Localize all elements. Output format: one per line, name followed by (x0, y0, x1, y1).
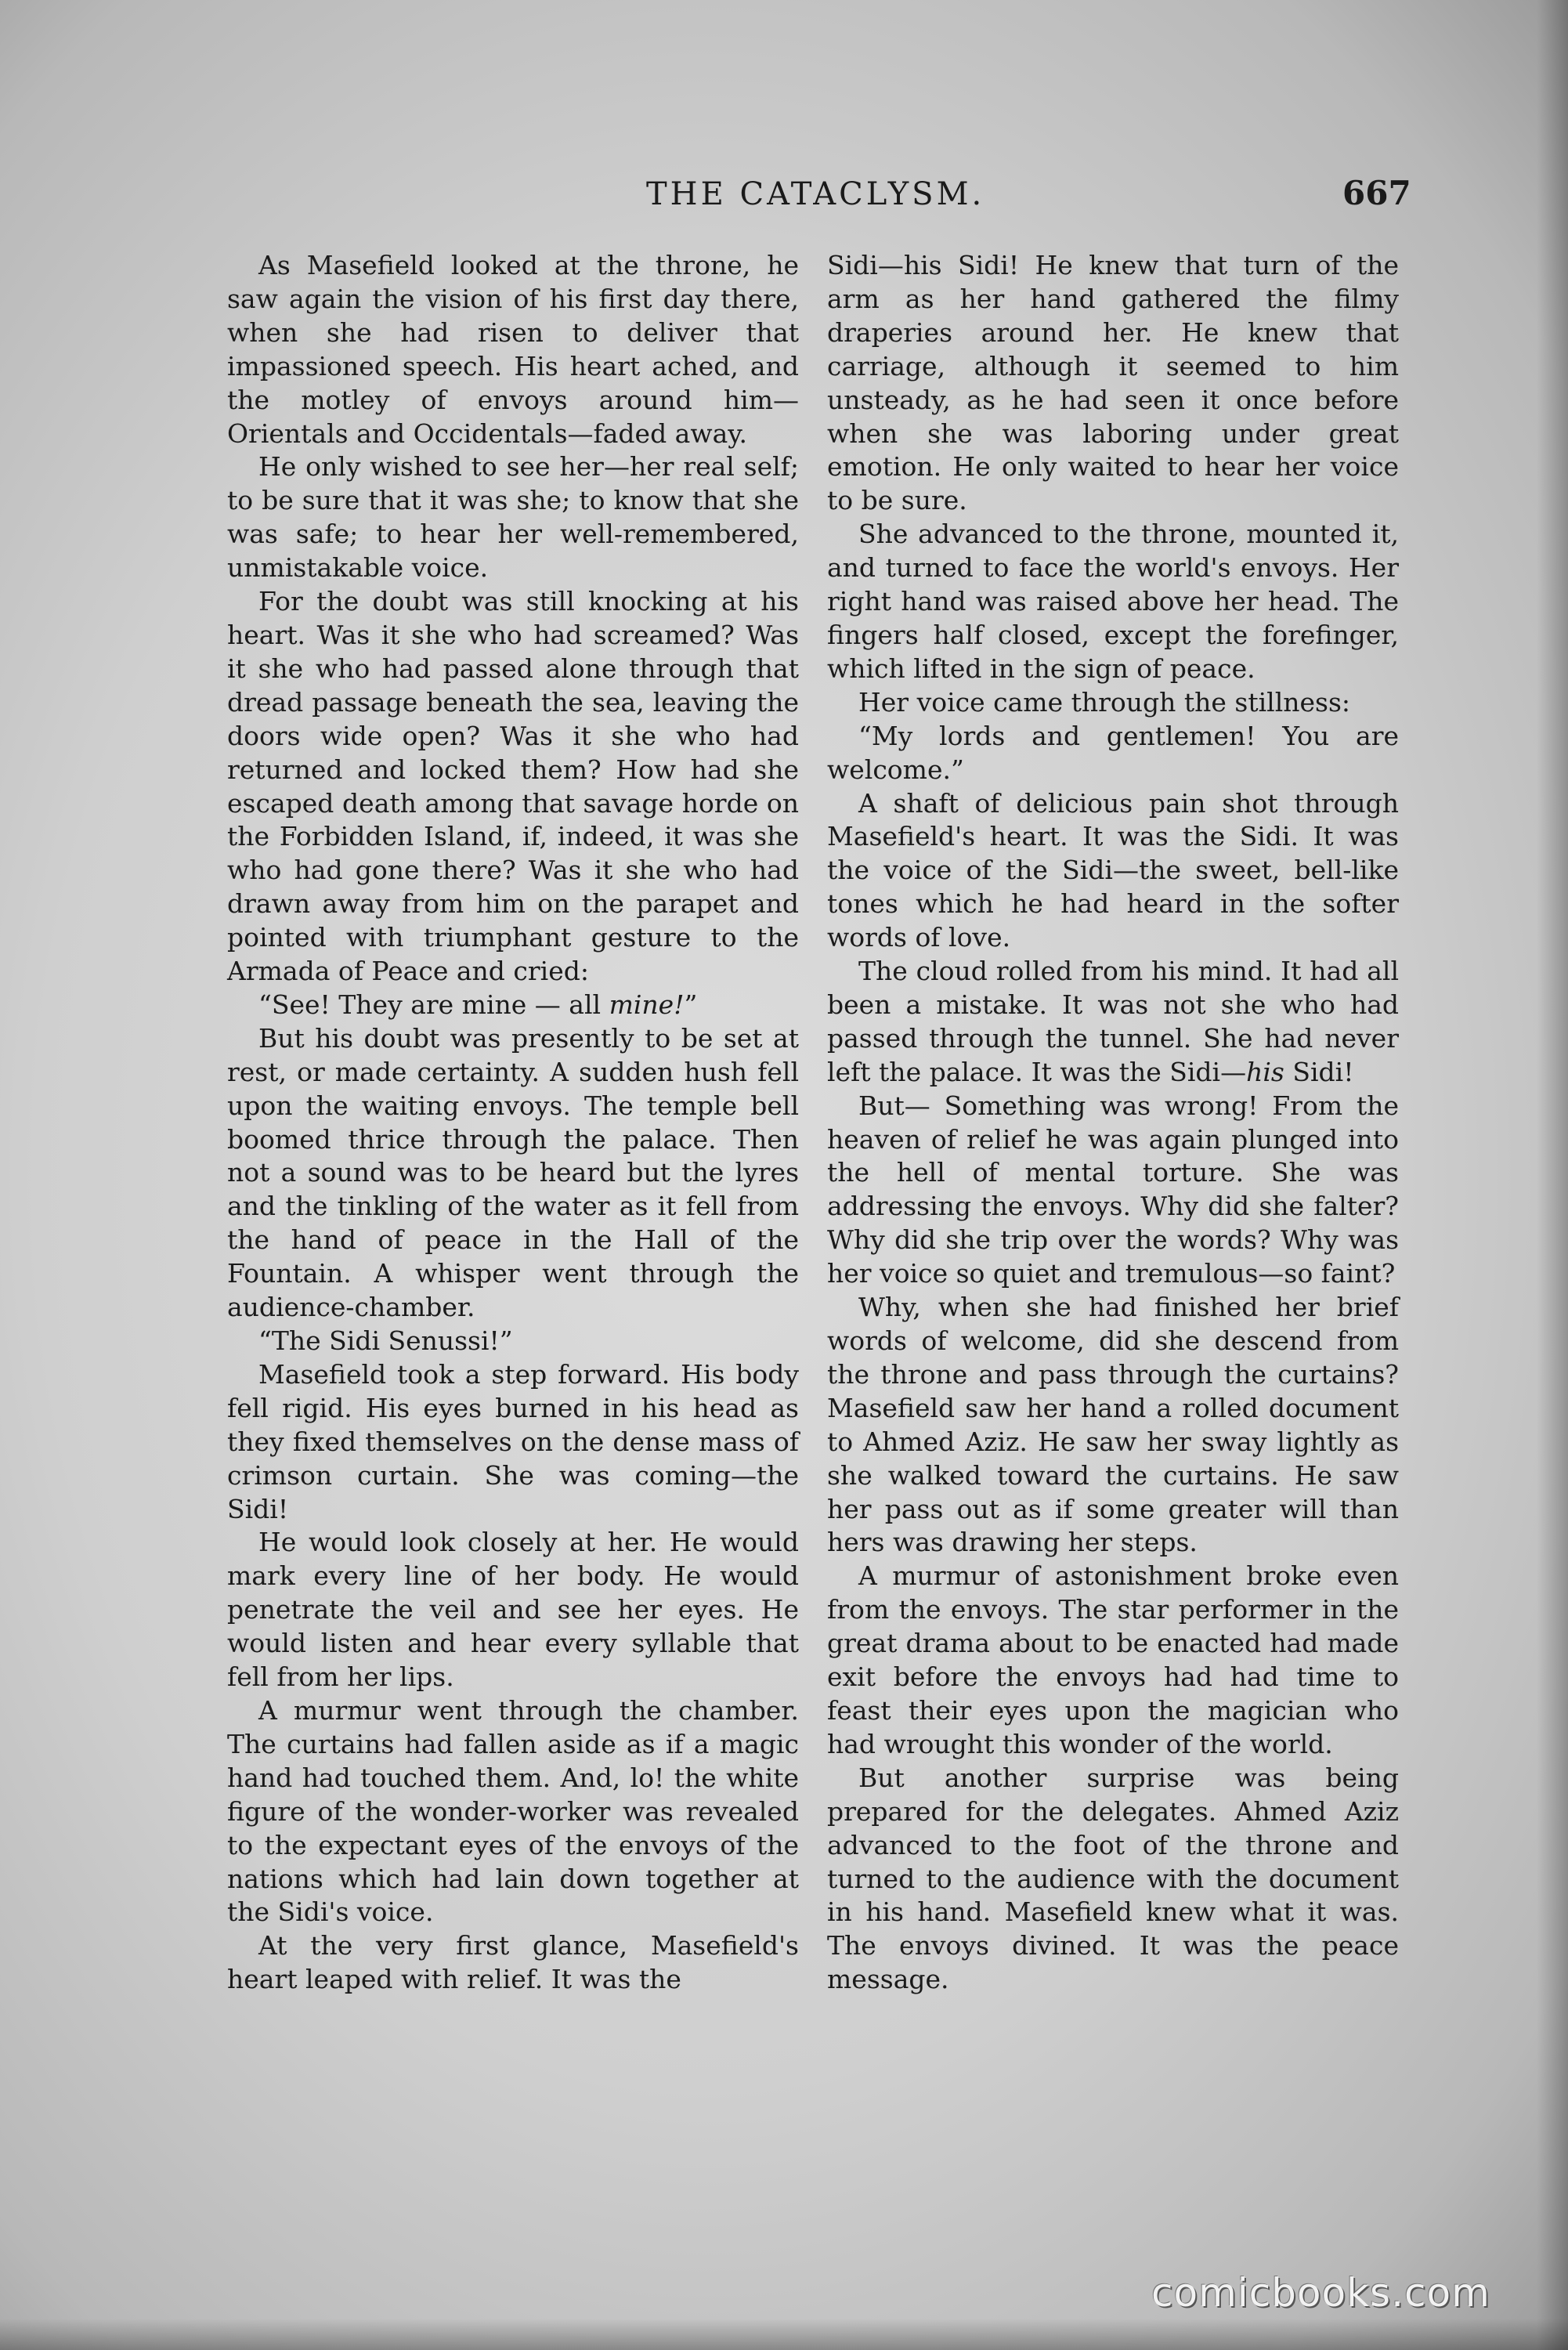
paragraph-text: But his doubt was presently to be set at rest, or made certainty. A sudden hush fell upon the waiting envoys. The temple bell boomed thrice through the palace. Then not a sound was to be heard but the lyres and the tinkling of the water as it fell from the hand of peace in the Hall of the Fountain. A whisper went through the audience-chamber. (227, 1022, 799, 1323)
paragraph-text: “See! They are mine — all (258, 989, 609, 1020)
left-column (227, 249, 799, 1997)
right-column (827, 249, 1399, 1997)
page-edge-shadow-right (1537, 0, 1568, 2350)
paragraph-text: “My lords and gentlemen! You are welcome.” (827, 720, 1399, 785)
paragraph (827, 1560, 1399, 1761)
paragraph-text: For the doubt was still knocking at his heart. Was it she who had screamed? Was it she who had passed alone through that dread passage beneath the sea, leaving the doors wide open? Was it she who had returned and locked them? How had she escaped death among that savage horde on the Forbidden Island, if, indeed, it was she who had gone there? Was it she who had drawn away from him on the parapet and pointed with triumphant gesture to the Armada of Peace and cried: (227, 586, 799, 987)
paragraph (827, 518, 1399, 686)
paragraph (227, 1325, 799, 1358)
paragraph (827, 1090, 1399, 1291)
paragraph-text: A murmur of astonishment broke even from the envoys. The star performer in the great drama about to be enacted had made exit before the envoys had had time to feast their eyes upon the magician who had wrought this wonder of the world. (827, 1560, 1399, 1759)
paragraph (227, 1526, 799, 1694)
paragraph (827, 686, 1399, 720)
paragraph-text: A shaft of delicious pain shot through Masefield's heart. It was the Sidi. It was the voice of the Sidi—the sweet, bell-like tones which he had heard in the softer words of love. (827, 787, 1399, 953)
emphasized-text: his (1246, 1056, 1284, 1087)
paragraph-text: Masefield took a step forward. His body fell rigid. His eyes burned in his head as they fixed themselves on the dense mass of crimson curtain. She was coming—the Sidi! (227, 1358, 799, 1524)
paragraph-text: A murmur went through the chamber. The curtains had fallen aside as if a magic hand had touched them. And, lo! the white figure of the wonder-worker was revealed to the expectant eyes of the envoys of the nations which had lain down together at the Sidi's voice. (227, 1694, 799, 1928)
paragraph (827, 249, 1399, 518)
paragraph (227, 1358, 799, 1527)
paragraph (227, 1694, 799, 1929)
paragraph (227, 989, 799, 1022)
paragraph (827, 720, 1399, 787)
paragraph (827, 955, 1399, 1090)
paragraph-text: Her voice came through the stillness: (858, 686, 1351, 718)
paragraph-text: But another surprise was being prepared for the delegates. Ahmed Aziz advanced to the foot of the throne and turned to the audience with the document in his hand. Masefield knew what it was. The envoys divined. It was the peace message. (827, 1762, 1399, 1995)
watermark-logo: comicbooks.com (1151, 2270, 1490, 2316)
paragraph-text: As Masefield looked at the throne, he saw again the vision of his first day there, when she had risen to deliver that impassioned speech. His heart ached, and the motley of envoys around him—Orientals and Occidentals—faded away. (227, 250, 799, 449)
paragraph-text: Sidi—his Sidi! He knew that turn of the arm as her hand gathered the filmy draperies around her. He knew that carriage, although it seemed to him unsteady, as he had seen it once before when she was laboring under great emotion. He only waited to hear her voice to be sure. (827, 250, 1399, 516)
paragraph-text: But— Something was wrong! From the heaven of relief he was again plunged into the hell of mental torture. She was addressing the envoys. Why did she falter? Why did she trip over the words? Why was her voice so quiet and tremulous—so faint? (827, 1090, 1399, 1289)
running-head: THE CATACLYSM. (646, 176, 985, 212)
paragraph-text-tail: ” (684, 989, 698, 1020)
paragraph (227, 450, 799, 585)
paragraph-text: He would look closely at her. He would mark every line of her body. He would penetrate the veil and see her eyes. He would listen and hear every syllable that fell from her lips. (227, 1527, 799, 1693)
paragraph-text: Why, when she had finished her brief words of welcome, did she descend from the throne and pass through the curtains? Masefield saw her hand a rolled document to Ahmed Aziz. He saw her sway lightly as she walked toward the curtains. He saw her pass out as if some greater will than hers was drawing her steps. (827, 1292, 1399, 1558)
paragraph-text: At the very first glance, Masefield's heart leaped with relief. It was the (227, 1930, 799, 1995)
paragraph (827, 1291, 1399, 1560)
paragraph-text: He only wished to see her—her real self; to be sure that it was she; to know that she was safe; to hear her well-remembered, unmistakable voice. (227, 451, 799, 584)
paragraph (227, 585, 799, 989)
paragraph-text: She advanced to the throne, mounted it, and turned to face the world's envoys. Her right hand was raised above her head. The fingers half closed, except the forefinger, which lifted in the sign of peace. (827, 519, 1399, 684)
page-edge-shadow-bottom (0, 2319, 1568, 2350)
paragraph-text-tail: Sidi! (1284, 1056, 1354, 1087)
page-number: 667 (1342, 174, 1411, 212)
paragraph (827, 1762, 1399, 1997)
paragraph (227, 1022, 799, 1325)
emphasized-text: mine! (609, 989, 685, 1020)
paragraph-text: The cloud rolled from his mind. It had all been a mistake. It was not she who had passed through the tunnel. She had never left the palace. It was the Sidi— (827, 956, 1399, 1087)
paragraph (227, 1929, 799, 1997)
paragraph (227, 249, 799, 450)
paragraph (827, 787, 1399, 956)
paragraph-text: “The Sidi Senussi!” (258, 1325, 513, 1356)
